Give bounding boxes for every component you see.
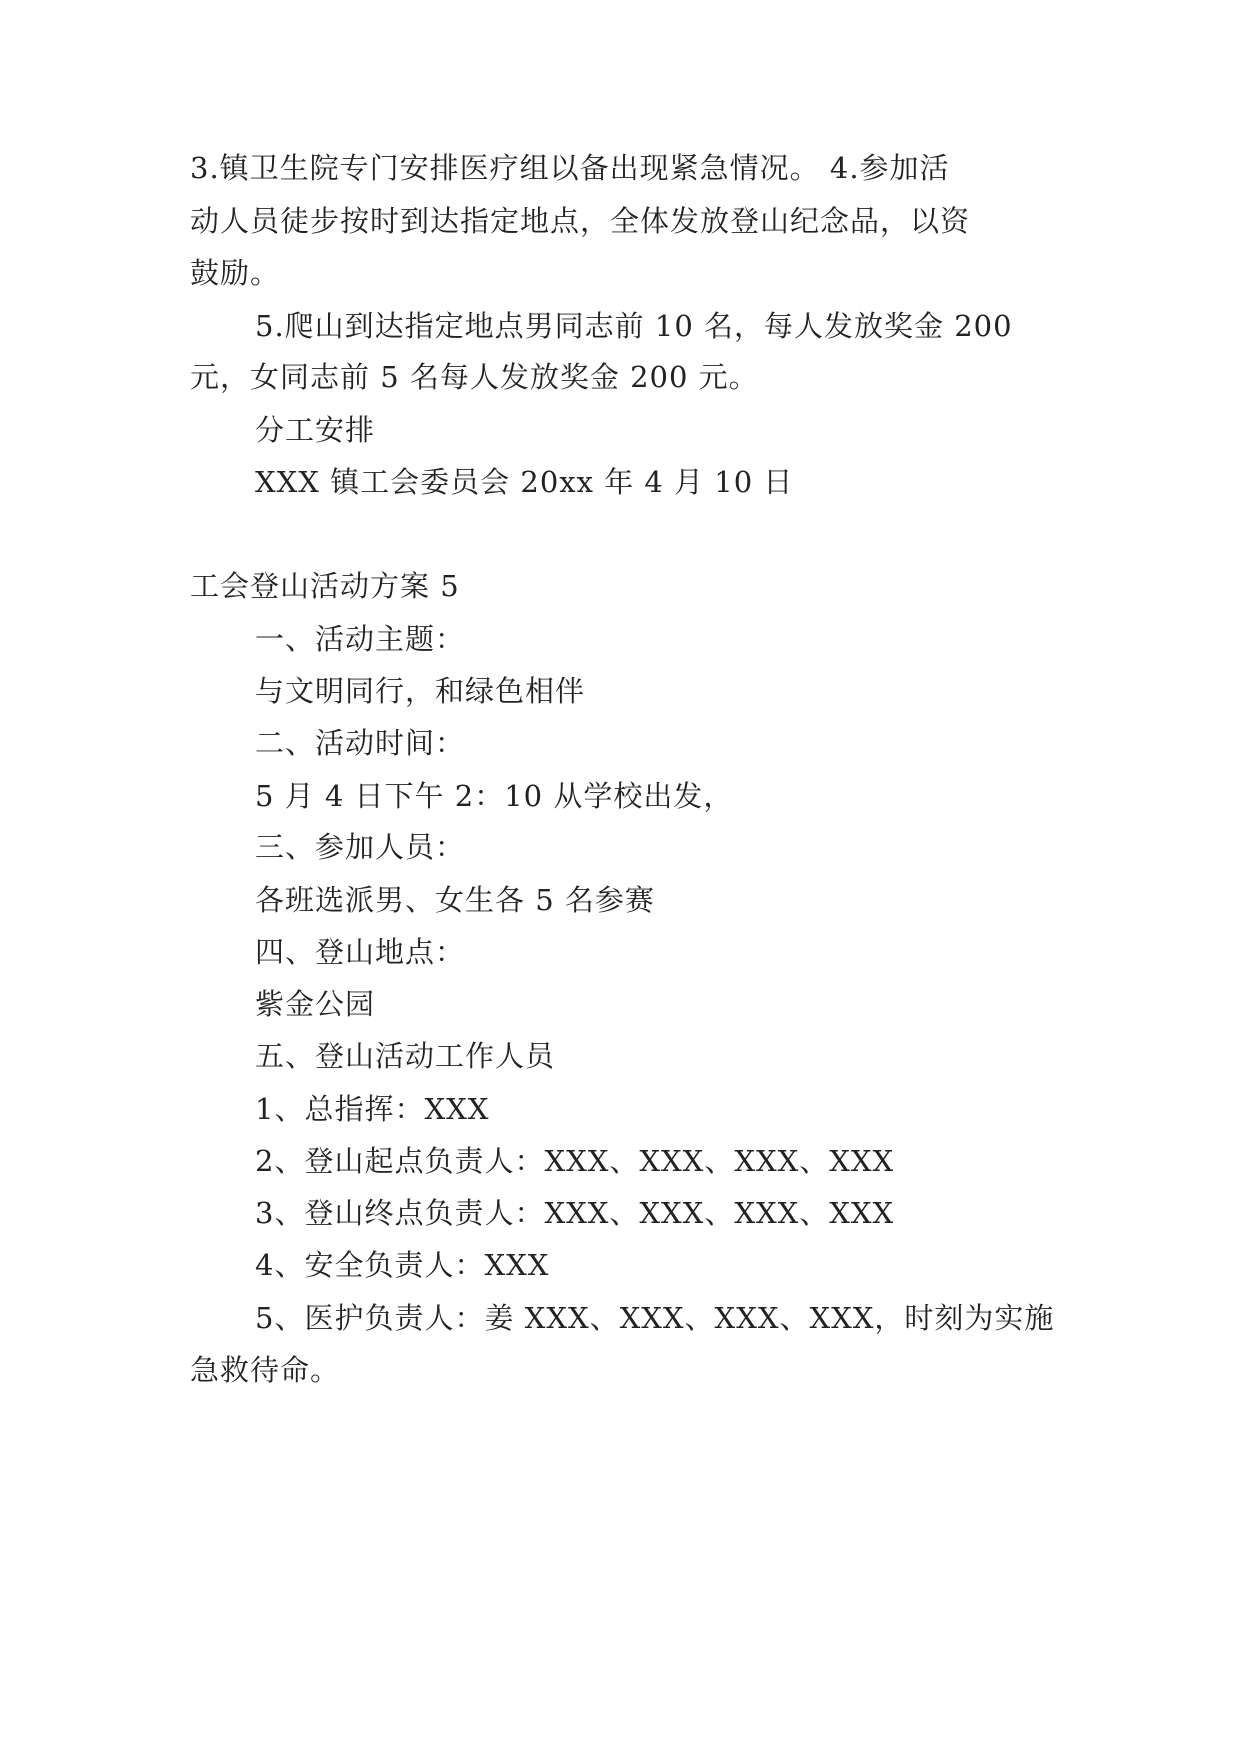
- paragraph-line: 5 月 4 日下午 2：10 从学校出发，: [255, 779, 734, 813]
- paragraph-line: 急救待命。: [190, 1353, 341, 1387]
- list-item: 3、登山终点负责人：XXX、XXX、XXX、XXX: [255, 1196, 895, 1230]
- paragraph-line: 3.镇卫生院专门安排医疗组以备出现紧急情况。 4.参加活: [190, 151, 950, 185]
- list-item: 4、安全负责人：XXX: [255, 1248, 550, 1282]
- list-item: 5、医护负责人：姜 XXX、XXX、XXX、XXX，时刻为实施: [255, 1301, 1055, 1335]
- paragraph-line: 动人员徒步按时到达指定地点，全体发放登山纪念品，以资: [190, 204, 971, 238]
- paragraph-line: 5.爬山到达指定地点男同志前 10 名，每人发放奖金 200: [255, 309, 1013, 343]
- paragraph-line: 鼓励。: [190, 256, 281, 290]
- signature-line: XXX 镇工会委员会 20xx 年 4 月 10 日: [255, 465, 794, 499]
- section-heading: 三、参加人员：: [255, 830, 466, 864]
- section-label: 分工安排: [255, 413, 376, 447]
- section-heading: 四、登山地点：: [255, 935, 466, 969]
- paragraph-line: 各班选派男、女生各 5 名参赛: [255, 883, 655, 917]
- paragraph-line: 与文明同行，和绿色相伴: [255, 674, 586, 708]
- section-heading: 二、活动时间：: [255, 726, 466, 760]
- section-heading: 一、活动主题：: [255, 622, 466, 656]
- section-heading: 五、登山活动工作人员: [255, 1039, 556, 1073]
- paragraph-line: 元，女同志前 5 名每人发放奖金 200 元。: [190, 360, 759, 394]
- paragraph-line: 紫金公园: [255, 987, 376, 1021]
- list-item: 1、总指挥：XXX: [255, 1092, 490, 1126]
- list-item: 2、登山起点负责人：XXX、XXX、XXX、XXX: [255, 1144, 895, 1178]
- document-title: 工会登山活动方案 5: [190, 569, 460, 603]
